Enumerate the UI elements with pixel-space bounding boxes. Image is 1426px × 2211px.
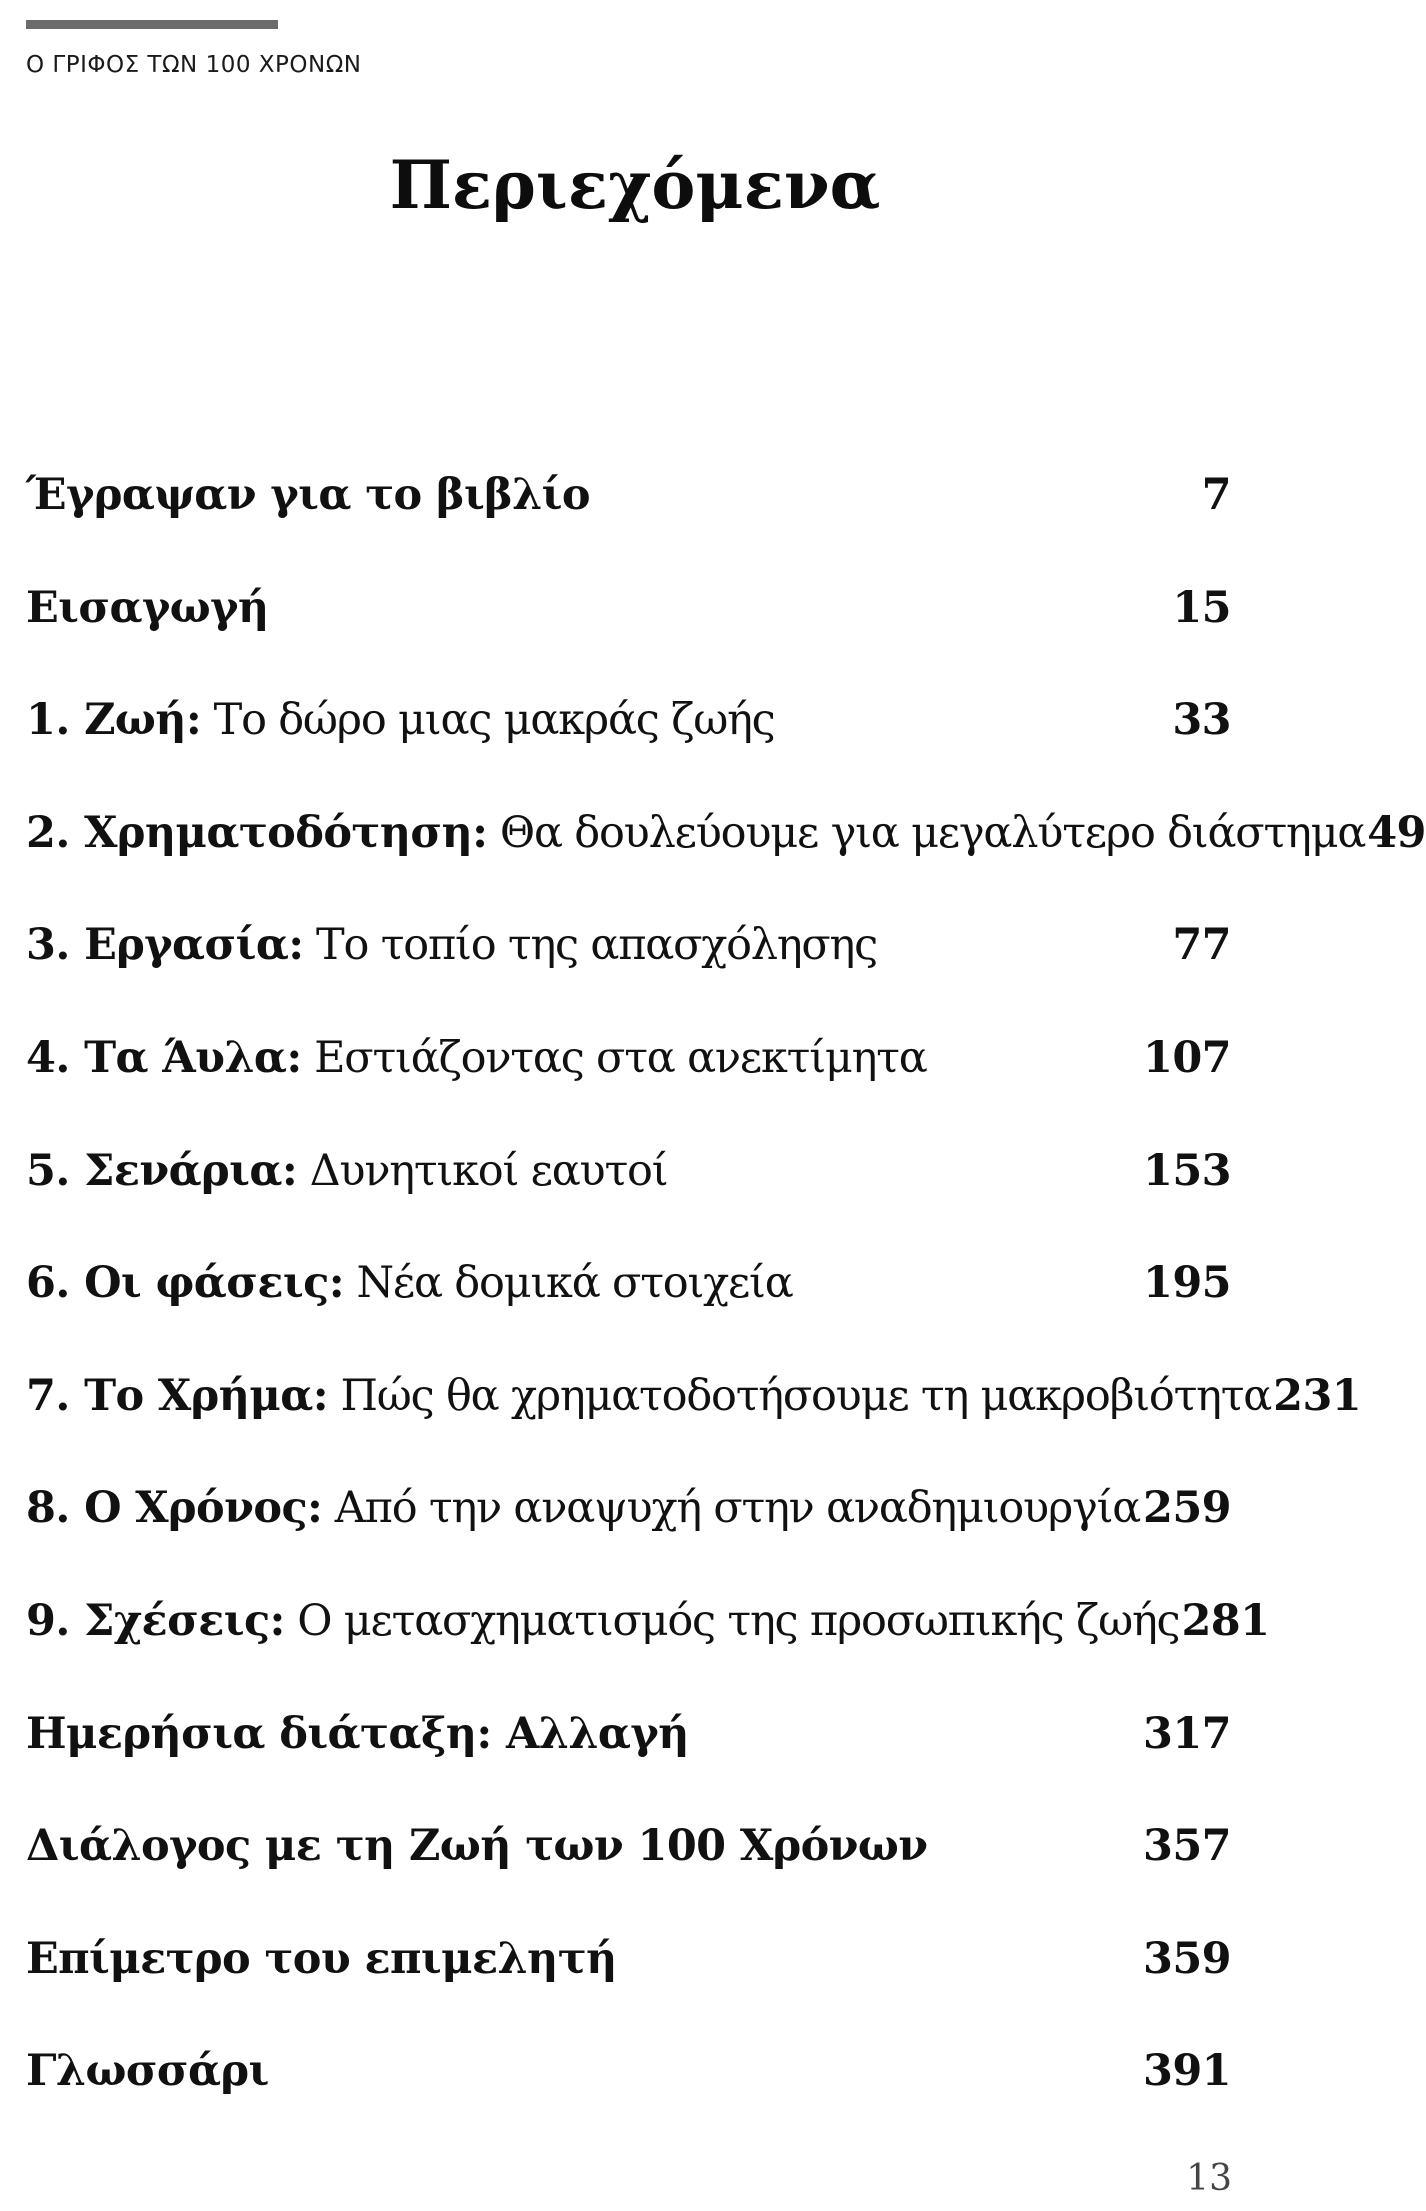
toc-entry-page: 107 [1143, 1032, 1231, 1083]
toc-entry[interactable] [26, 1253, 1231, 1366]
toc-entry[interactable] [26, 1591, 1270, 1704]
toc-entry-text [26, 1591, 1179, 1651]
toc-entry-page: 49 [1367, 807, 1426, 858]
toc-entry-text [26, 1141, 1141, 1201]
toc-entry-text [26, 915, 1170, 975]
toc-entry-page: 33 [1172, 695, 1231, 746]
toc-entry-subtitle: Δυνητικοί εαυτοί [297, 1145, 668, 1196]
toc-entry-page: 153 [1143, 1145, 1231, 1196]
toc-entry-page: 359 [1143, 1933, 1231, 1984]
toc-entry-text [26, 803, 1365, 863]
toc-entry-title: Οι φάσεις: [84, 1258, 344, 1309]
toc-entry-page: 259 [1143, 1483, 1231, 1534]
toc-entry-number: 6. [26, 1258, 85, 1309]
toc-entry-number: 4. [26, 1032, 85, 1083]
toc-entry-title: Εισαγωγή [26, 582, 269, 633]
table-of-contents [26, 465, 1426, 2154]
toc-entry-subtitle: Το δώρο μιας μακράς ζωής [201, 695, 775, 746]
toc-entry-subtitle: Νέα δομικά στοιχεία [344, 1258, 793, 1309]
toc-entry-text [26, 1816, 1141, 1876]
toc-entry-text [26, 578, 1170, 638]
toc-entry-page: 7 [1201, 470, 1231, 520]
toc-entry-title: Τα Άυλα: [84, 1032, 302, 1083]
toc-entry-subtitle: Θα δουλεύουμε για μεγαλύτερο διάστημα [487, 807, 1366, 858]
toc-entry[interactable] [26, 1929, 1231, 2042]
toc-entry-subtitle: Πώς θα χρηματοδοτήσουμε τη μακροβιότητα [327, 1370, 1272, 1421]
toc-entry-text [26, 1704, 1141, 1764]
toc-entry-page: 357 [1143, 1821, 1231, 1872]
toc-entry[interactable] [26, 690, 1231, 803]
toc-entry-title: Διάλογος με τη Ζωή των 100 Χρόνων [26, 1821, 928, 1872]
header-rule [26, 20, 278, 29]
toc-entry-page: 195 [1143, 1258, 1231, 1309]
toc-entry[interactable] [26, 1478, 1231, 1591]
toc-entry[interactable] [26, 1141, 1231, 1254]
toc-entry-page: 281 [1181, 1595, 1270, 1646]
toc-entry-number: 1. [26, 695, 85, 746]
toc-entry-title: Χρηματοδότηση: [84, 807, 488, 858]
toc-entry-title: Εργασία: [84, 920, 304, 971]
toc-entry-title: Ο Χρόνος: [84, 1483, 323, 1534]
toc-entry-title: Επίμετρο του επιμελητή [26, 1933, 617, 1984]
toc-entry-number: 7. [26, 1370, 85, 1421]
toc-entry[interactable] [26, 465, 1231, 578]
toc-entry-subtitle: Από την αναψυχή στην αναδημιουργία [322, 1483, 1141, 1534]
toc-entry-text [26, 690, 1170, 750]
toc-entry-number: 3. [26, 920, 85, 971]
toc-entry-number: 8. [26, 1483, 85, 1534]
toc-entry-subtitle: Το τοπίο της απασχόλησης [303, 920, 878, 971]
toc-entry-page: 15 [1172, 582, 1231, 633]
toc-entry-text [26, 1028, 1141, 1088]
toc-entry-title: Σχέσεις: [84, 1595, 285, 1646]
toc-entry-page: 391 [1143, 2046, 1231, 2097]
toc-entry[interactable] [26, 1704, 1231, 1817]
page-title: Περιεχόμενα [389, 146, 881, 224]
toc-entry-text [26, 465, 1200, 525]
toc-entry[interactable] [26, 915, 1231, 1028]
toc-entry-title: Γλωσσάρι [26, 2046, 269, 2097]
toc-entry-page: 231 [1273, 1370, 1362, 1421]
toc-entry-title: Ζωή: [84, 695, 202, 746]
toc-entry-title: Έγραψαν για το βιβλίο [26, 470, 590, 520]
toc-entry[interactable] [26, 1816, 1231, 1929]
page-number: 13 [1186, 2158, 1232, 2199]
toc-entry[interactable] [26, 578, 1231, 691]
toc-entry[interactable] [26, 2041, 1231, 2154]
toc-entry-text [26, 1929, 1141, 1989]
toc-entry-text [26, 1366, 1271, 1426]
toc-entry[interactable] [26, 803, 1426, 916]
toc-entry-title: Σενάρια: [84, 1145, 298, 1196]
toc-entry-subtitle: Ο μετασχηματισμός της προσωπικής ζωής [284, 1595, 1180, 1646]
toc-entry[interactable] [26, 1028, 1231, 1141]
toc-entry-text [26, 1478, 1141, 1538]
toc-entry-number: 2. [26, 807, 85, 858]
toc-entry-title: Ημερήσια διάταξη: Αλλαγή [26, 1708, 689, 1759]
toc-entry-text [26, 1253, 1141, 1313]
toc-entry-page: 77 [1172, 920, 1231, 971]
toc-entry-subtitle: Εστιάζοντας στα ανεκτίμητα [301, 1032, 927, 1083]
toc-entry-number: 5. [26, 1145, 85, 1196]
toc-entry-title: Το Χρήμα: [84, 1370, 328, 1421]
toc-entry[interactable] [26, 1366, 1362, 1479]
running-head: Ο ΓΡΙΦΟΣ ΤΩΝ 100 ΧΡΟΝΩΝ [26, 52, 362, 78]
toc-entry-page: 317 [1143, 1708, 1231, 1759]
toc-entry-number: 9. [26, 1595, 85, 1646]
toc-entry-text [26, 2041, 1141, 2101]
